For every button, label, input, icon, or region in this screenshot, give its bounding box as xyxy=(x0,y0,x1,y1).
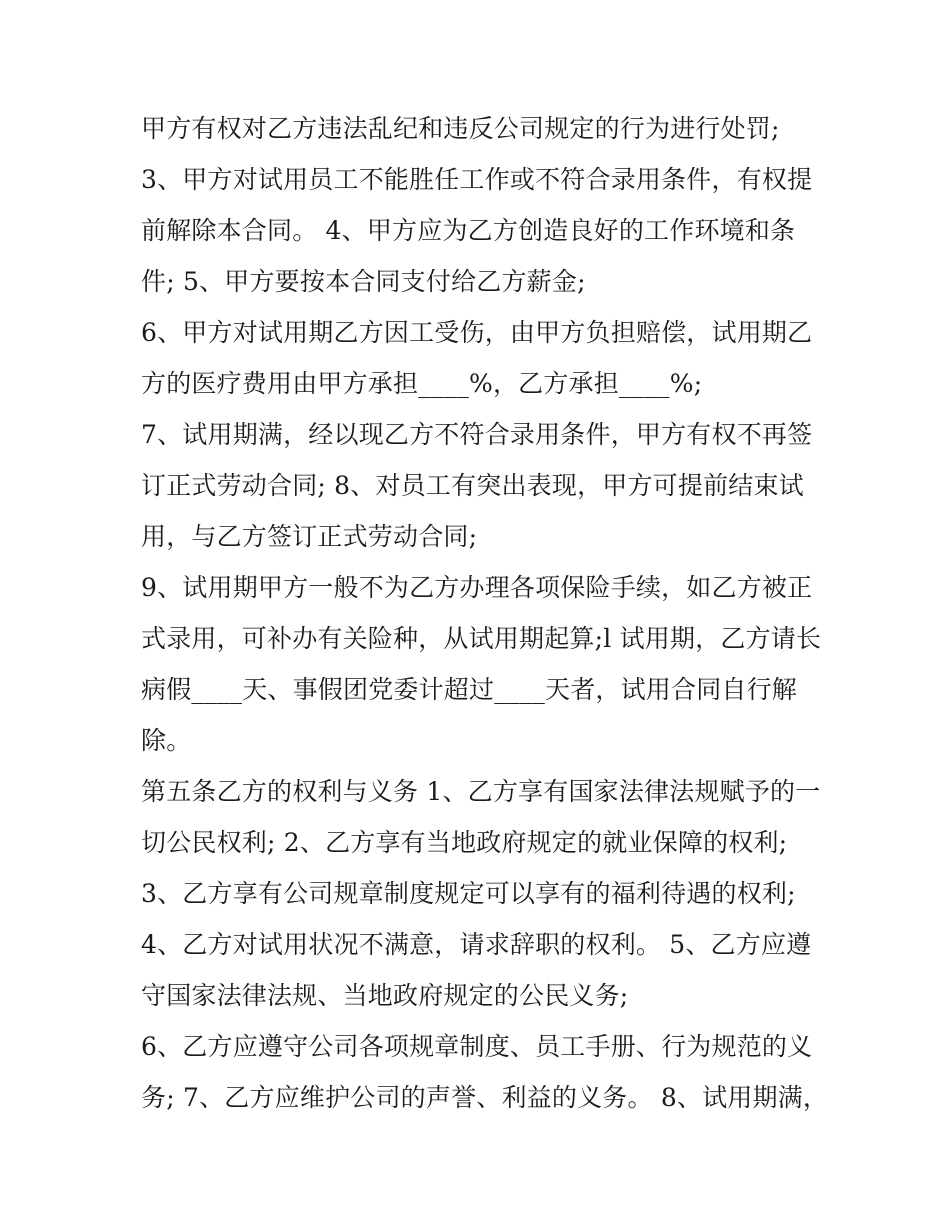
text-line: 3、乙方享有公司规章制度规定可以享有的福利待遇的权利; xyxy=(141,879,796,908)
text-line: 用，与乙方签订正式劳动合同; xyxy=(141,522,478,551)
text-line: 订正式劳动合同; 8、对员工有突出表现，甲方可提前结束试 xyxy=(141,471,804,500)
text-line: 式录用，可补办有关险种，从试用期起算;l 试用期，乙方请长 xyxy=(141,624,822,653)
text-line: 6、乙方应遵守公司各项规章制度、员工手册、行为规范的义 xyxy=(141,1032,813,1061)
text-line: 方的医疗费用由甲方承担____%，乙方承担____%; xyxy=(141,369,703,398)
text-line: 切公民权利; 2、乙方享有当地政府规定的就业保障的权利; xyxy=(141,828,788,857)
text-line: 第五条乙方的权利与义务 1、乙方享有国家法律法规赋予的一 xyxy=(141,777,821,806)
text-line: 7、试用期满，经以现乙方不符合录用条件，甲方有权不再签 xyxy=(141,420,813,449)
text-line: 3、甲方对试用员工不能胜任工作或不符合录用条件，有权提 xyxy=(141,165,813,194)
text-line: 务; 7、乙方应维护公司的声誉、利益的义务。 8、试用期满， xyxy=(141,1083,829,1112)
text-line: 4、乙方对试用状况不满意，请求辞职的权利。 5、乙方应遵 xyxy=(141,930,812,959)
text-line: 除。 xyxy=(141,726,192,755)
text-line: 6、甲方对试用期乙方因工受伤，由甲方负担赔偿，试用期乙 xyxy=(141,318,813,347)
text-line: 前解除本合同。 4、甲方应为乙方创造良好的工作环境和条 xyxy=(141,216,796,245)
text-line: 守国家法律法规、当地政府规定的公民义务; xyxy=(141,981,629,1010)
text-line: 9、试用期甲方一般不为乙方办理各项保险手续，如乙方被正 xyxy=(141,573,813,602)
text-line: 病假____天、事假团党委计超过____天者，试用合同自行解 xyxy=(141,675,798,704)
text-line: 甲方有权对乙方违法乱纪和违反公司规定的行为进行处罚; xyxy=(141,114,780,143)
text-line: 件; 5、甲方要按本合同支付给乙方薪金; xyxy=(141,267,586,296)
